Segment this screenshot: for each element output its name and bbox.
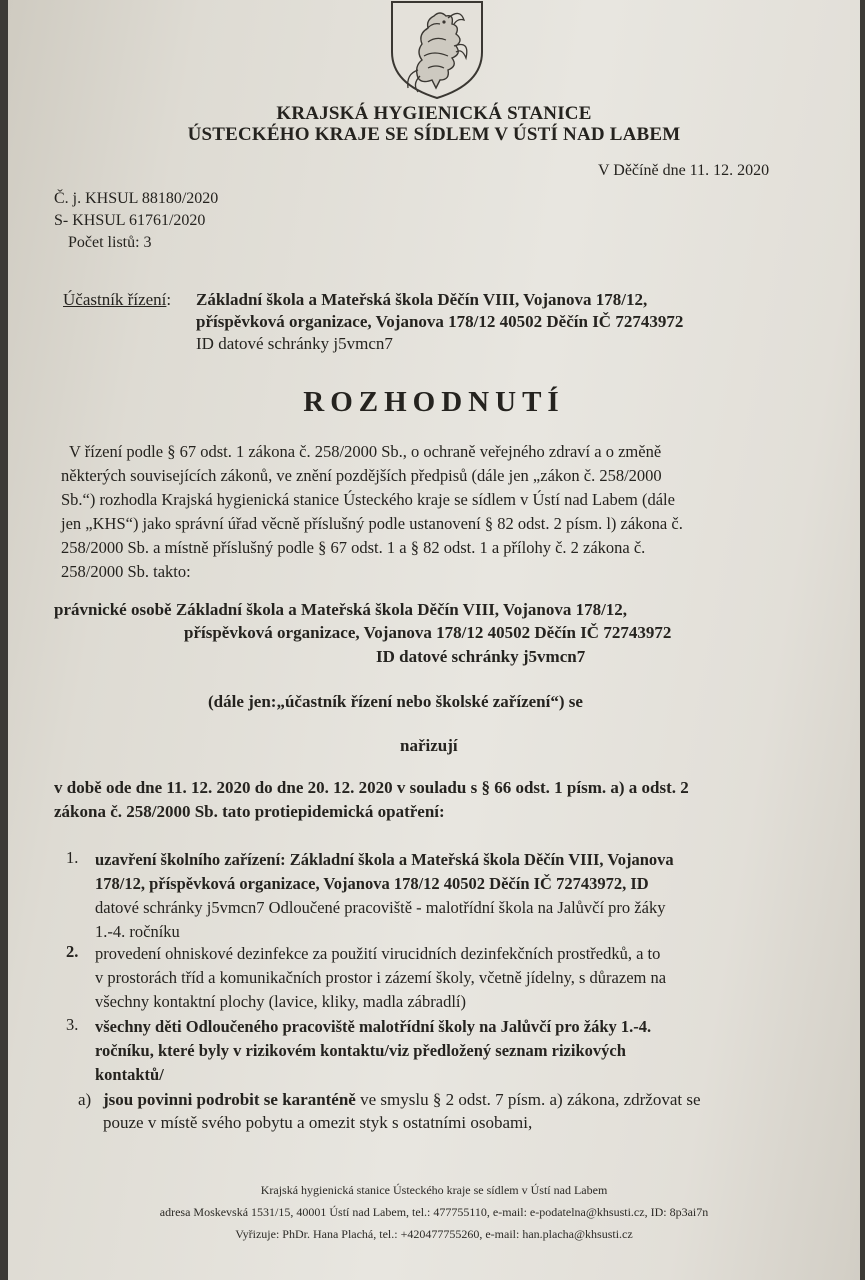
reference-s: S- KHSUL 61761/2020 xyxy=(54,212,206,229)
participant-line-3: ID datové schránky j5vmcn7 xyxy=(196,334,393,353)
item-3-line-1: všechny děti Odloučeného pracoviště malotřídní školy na Jalůvčí pro žáky 1.-4. xyxy=(95,1017,652,1036)
legal-person-line-3: ID datové schránky j5vmcn7 xyxy=(376,647,586,666)
header-line-1: KRAJSKÁ HYGIENICKÁ STANICE xyxy=(276,103,592,124)
orders-word: nařizují xyxy=(400,736,458,755)
item-2-line-1: provedení ohniskové dezinfekce za použití virucidních dezinfekčních prostředků, a to xyxy=(95,944,661,963)
intro-line: Sb.“) rozhodla Krajská hygienická stanice Ústeckého kraje se sídlem v Ústí nad Labem (dále xyxy=(61,490,675,509)
intro-line: V řízení podle § 67 odst. 1 zákona č. 258/2000 Sb., o ochraně veřejného zdraví a o změně xyxy=(69,442,662,461)
place-date: V Děčíně dne 11. 12. 2020 xyxy=(598,162,770,179)
item-1-line-1: uzavření školního zařízení: Základní škola a Mateřská škola Děčín VIII, Vojanova xyxy=(95,850,674,869)
intro-line: jen „KHS“) jako správní úřad věcně příslušný podle ustanovení § 82 odst. 2 písm. l) zákona č. xyxy=(61,514,683,533)
item-3-line-2: ročníku, které byly v rizikovém kontaktu/viz předložený seznam rizikových xyxy=(95,1041,626,1060)
legal-person-line-1: právnické osobě Základní škola a Mateřská škola Děčín VIII, Vojanova 178/12, xyxy=(54,600,628,619)
item-1-line-2: 178/12, příspěvková organizace, Vojanova 178/12 40502 Děčín IČ 72743972, ID xyxy=(95,874,649,893)
item-3-line-3: kontaktů/ xyxy=(95,1065,164,1084)
page-count: Počet listů: 3 xyxy=(68,234,152,251)
subitem-line-2: pouze v místě svého pobytu a omezit styk s ostatními osobami, xyxy=(103,1113,533,1132)
hereinafter-text: (dále jen:„účastník řízení nebo školské zařízení“) se xyxy=(208,692,583,711)
reference-cj: Č. j. KHSUL 88180/2020 xyxy=(54,190,219,207)
intro-paragraph xyxy=(61,440,831,584)
period-line-1: v době ode dne 11. 12. 2020 do dne 20. 12. 2020 v souladu s § 66 odst. 1 písm. a) a odst. 2 xyxy=(54,778,689,797)
subitem-label: a) xyxy=(78,1090,92,1109)
item-2-number: 2. xyxy=(66,942,79,961)
item-2-line-2: v prostorách tříd a komunikačních prostor i zázemí školy, včetně jídelny, s důrazem na xyxy=(95,968,667,987)
item-1-body xyxy=(95,848,831,944)
participant-label-colon: : xyxy=(166,290,172,309)
legal-person-line-2: příspěvková organizace, Vojanova 178/12 40502 Děčín IČ 72743972 xyxy=(184,623,672,642)
item-1-line-3: datové schránky j5vmcn7 Odloučené pracoviště - malotřídní škola na Jalůvčí pro žáky xyxy=(95,898,666,917)
item-3-number: 3. xyxy=(66,1015,79,1034)
item-2-line-3: všechny kontaktní plochy (lavice, kliky, madla zábradlí) xyxy=(95,992,466,1011)
intro-line: 258/2000 Sb. takto: xyxy=(61,562,191,581)
footer-line-1: Krajská hygienická stanice Ústeckého kraje se sídlem v Ústí nad Labem xyxy=(260,1183,608,1197)
subitem-bold: jsou povinni podrobit se karanténě xyxy=(103,1090,356,1109)
participant-label-group xyxy=(63,290,171,310)
subitem-rest: ve smyslu § 2 odst. 7 písm. a) zákona, zdržovat se xyxy=(355,1090,701,1109)
footer-line-3: Vyřizuje: PhDr. Hana Plachá, tel.: +420477755260, e-mail: han.placha@khsusti.cz xyxy=(235,1227,633,1241)
intro-line: 258/2000 Sb. a místně příslušný podle § 67 odst. 1 a § 82 odst. 1 a přílohy č. 2 zákona č. xyxy=(61,538,646,557)
item-1-line xyxy=(95,848,831,872)
participant-label: Účastník řízení xyxy=(63,290,167,309)
document-page xyxy=(8,0,860,1280)
item-2-body xyxy=(95,942,831,1014)
coat-of-arms-icon xyxy=(388,0,486,100)
intro-line: některých souvisejících zákonů, ve znění pozdějších předpisů (dále jen „zákon č. 258/2000 xyxy=(61,466,662,485)
document-title: ROZHODNUTÍ xyxy=(303,386,565,418)
subitem-line-1 xyxy=(103,1090,701,1110)
item-1-number: 1. xyxy=(66,848,79,867)
participant-line-1: Základní škola a Mateřská škola Děčín VIII, Vojanova 178/12, xyxy=(196,290,648,309)
footer-line-2: adresa Moskevská 1531/15, 40001 Ústí nad Labem, tel.: 477755110, e-mail: e-podatelna@khsusti.cz, ID: 8p3ai7n xyxy=(159,1205,709,1219)
item-1-line-4: 1.-4. ročníku xyxy=(95,922,180,941)
header-line-2: ÚSTECKÉHO KRAJE SE SÍDLEM V ÚSTÍ NAD LABEM xyxy=(187,124,681,145)
item-3-body xyxy=(95,1015,831,1087)
period-line-2: zákona č. 258/2000 Sb. tato protiepidemická opatření: xyxy=(54,802,445,821)
participant-line-2: příspěvková organizace, Vojanova 178/12 40502 Děčín IČ 72743972 xyxy=(196,312,684,331)
